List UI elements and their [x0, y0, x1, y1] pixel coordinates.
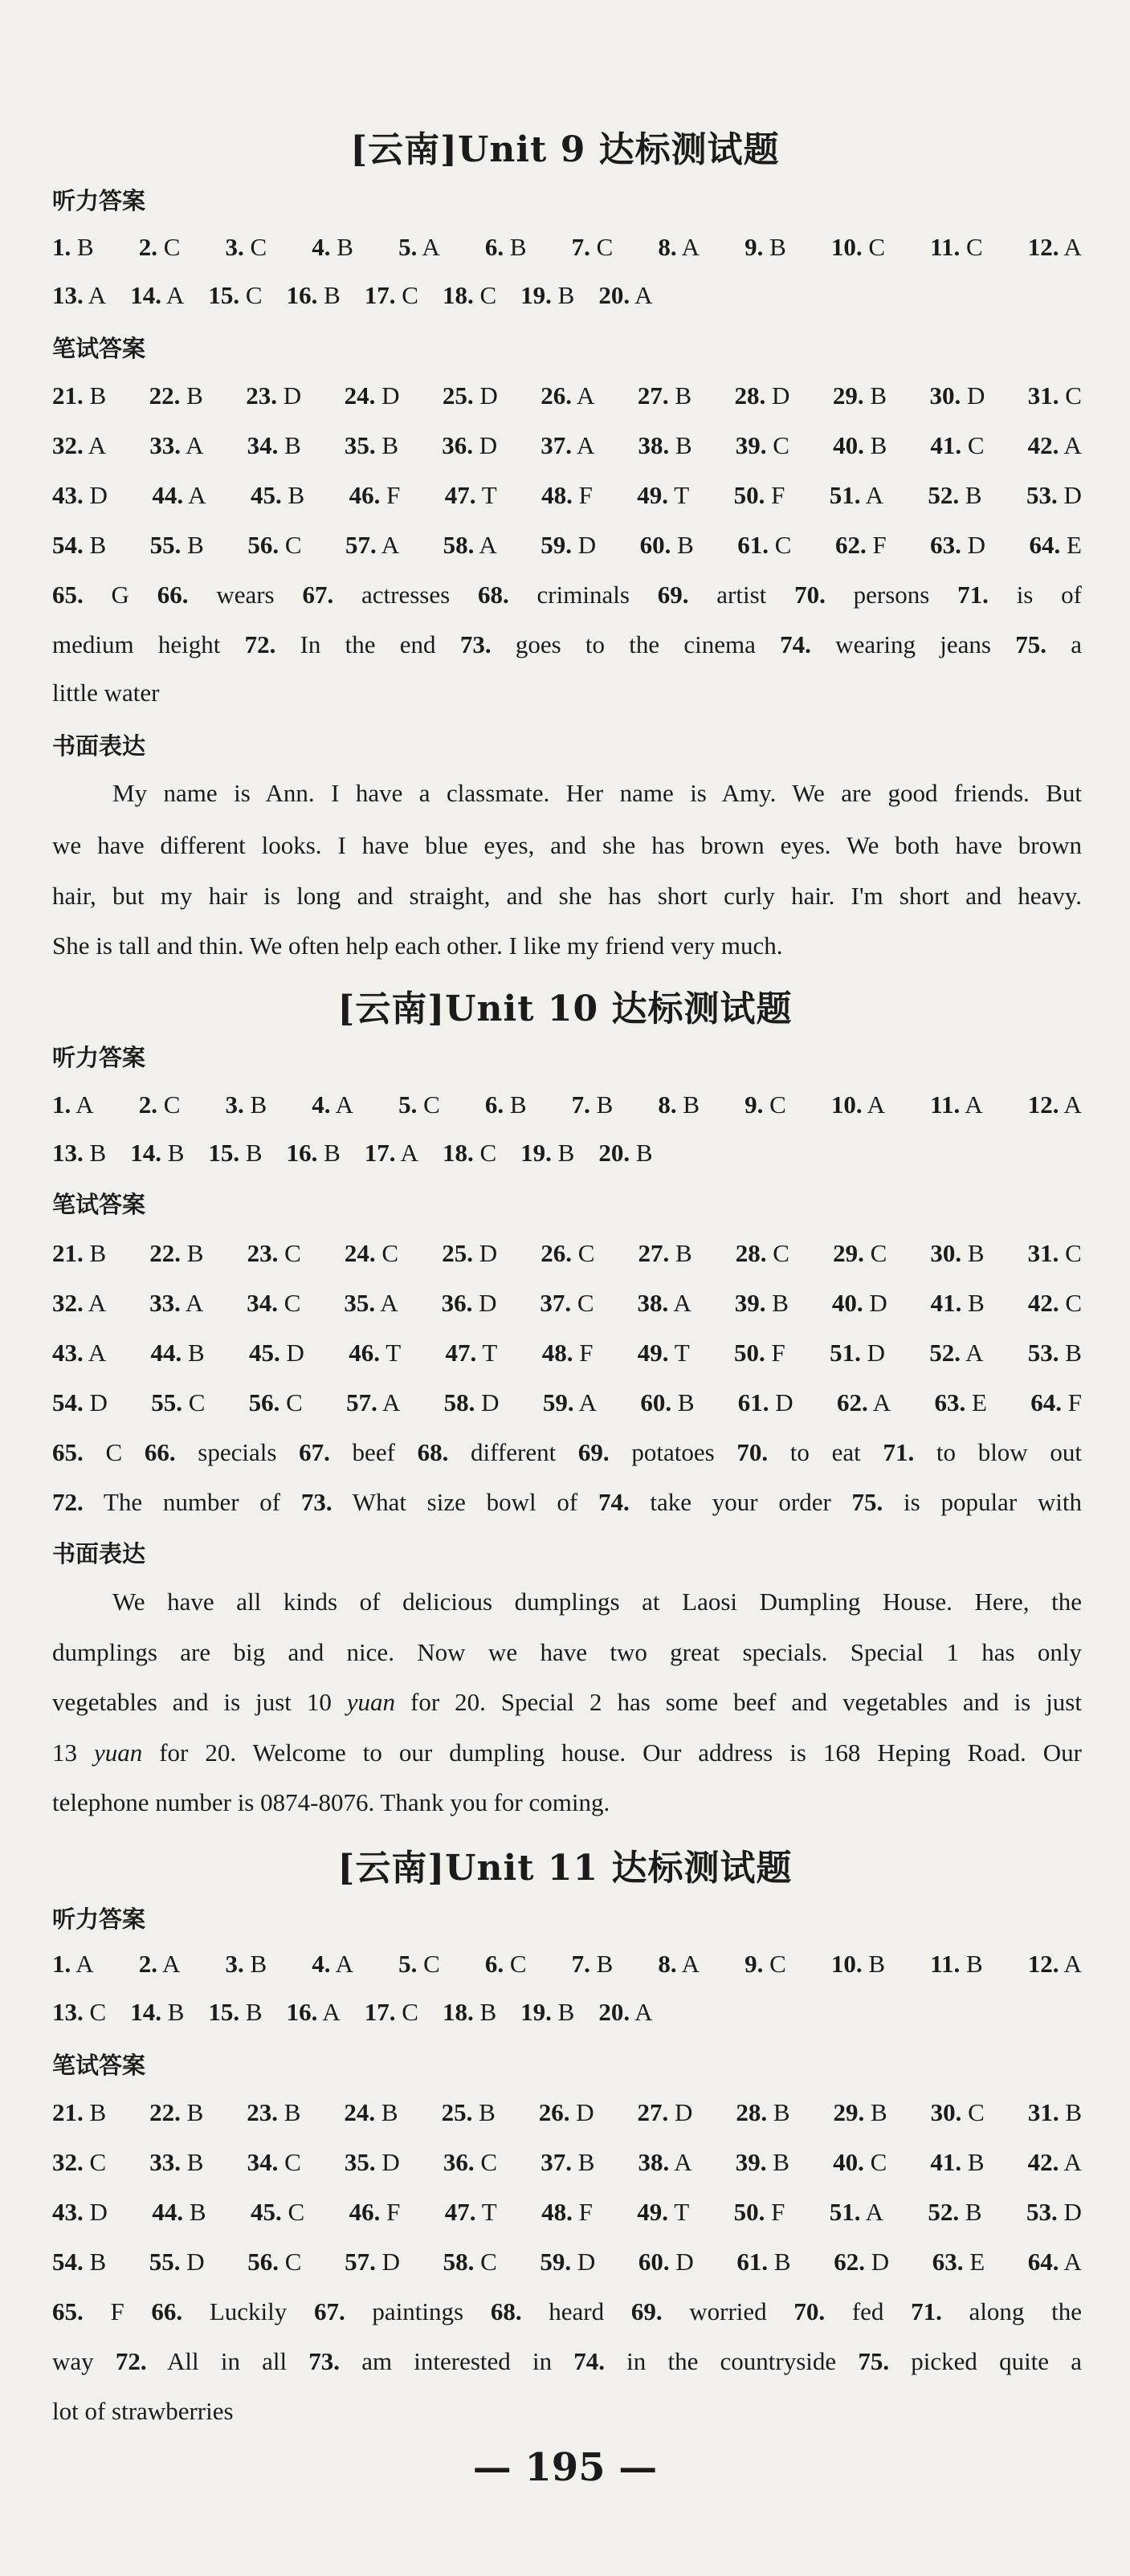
answer-item: 48. F [541, 2198, 593, 2226]
answer-item: 3. B [225, 1950, 267, 1978]
answer-item: 19. B [520, 1139, 575, 1167]
answer-item: 62. D [834, 2248, 890, 2276]
answer-item: 32. C [52, 2148, 107, 2176]
unit-10-writing-line-2: dumplings are big and nice. Now we have two great specials. Special 1 has only [52, 1638, 1082, 1666]
answer-item: 55. D [149, 2248, 205, 2276]
answer-item: 14. A [130, 281, 185, 309]
answer-item: 11. A [930, 1090, 983, 1119]
answer-item: 5. A [398, 233, 440, 261]
answer-item: 12. A [1027, 1090, 1082, 1119]
unit-9-written-row-2 [52, 431, 1082, 460]
answer-item: 18. B [442, 1998, 497, 2026]
unit-10-writing-line-3: vegetables and is just 10 yuan for 20. Special 2 has some beef and vegetables and is just [52, 1688, 1082, 1716]
answer-item: 53. D [1026, 2198, 1082, 2226]
answer-item: 4. A [312, 1090, 353, 1119]
answer-item: 19. B [520, 281, 575, 309]
answer-item: 53. B [1027, 1339, 1082, 1367]
answer-item: 17. C [364, 281, 418, 309]
unit-11-fill-line-1: 65. F 66. Luckily 67. paintings 68. heard 69. worried 70. fed 71. along the [52, 2297, 1083, 2325]
unit-10-writing-line-5: telephone number is 0874-8076. Thank you for coming. [52, 1788, 610, 1816]
answer-item: 63. E [934, 1388, 987, 1416]
answer-item: 33. A [149, 1289, 204, 1317]
answer-item: 48. F [541, 481, 593, 509]
answer-item: 16. B [286, 1139, 341, 1167]
unit-10-writing-line-4: 13 yuan for 20. Welcome to our dumpling house. Our address is 168 Heping Road. Our [52, 1738, 1082, 1767]
answer-item: 44. A [152, 481, 206, 509]
answer-item: 33. B [149, 2148, 204, 2176]
answer-item: 33. A [149, 431, 204, 459]
unit-11-written-row-4 [52, 2248, 1082, 2276]
unit-9-title: [云南]Unit 9 达标测试题 [350, 129, 780, 170]
answer-item: 50. F [733, 2198, 785, 2226]
answer-item: 12. A [1027, 1950, 1082, 1978]
answer-item: 51. A [829, 2198, 883, 2226]
answer-item: 61. C [737, 531, 792, 559]
answer-item: 64. A [1027, 2248, 1082, 2276]
answer-item: 35. D [344, 2148, 400, 2176]
answer-item: 44. B [152, 2198, 206, 2226]
answer-item: 53. D [1026, 481, 1082, 509]
unit-10-written-row-2 [52, 1289, 1082, 1318]
answer-item: 24. C [344, 1239, 399, 1267]
answer-item: 34. C [247, 2148, 301, 2176]
answer-item: 17. A [364, 1139, 418, 1167]
answer-item: 63. D [930, 531, 986, 559]
page-number: — 195 — [472, 2445, 658, 2490]
answer-item: 19. B [520, 1998, 575, 2026]
answer-item: 54. B [52, 531, 107, 559]
answer-item: 55. C [151, 1388, 206, 1416]
answer-item: 42. A [1027, 431, 1082, 459]
answer-item: 51. D [830, 1339, 885, 1367]
answer-item: 8. A [658, 1950, 700, 1978]
answer-item: 60. B [640, 1388, 695, 1416]
unit-10-written-row-4 [52, 1388, 1082, 1417]
answer-item: 48. F [541, 1339, 594, 1367]
answer-item: 23. B [247, 2098, 301, 2126]
unit-10-written-row-3 [52, 1339, 1082, 1367]
unit-9-fill-line-3: little water [52, 679, 160, 707]
answer-item: 20. A [598, 1998, 653, 2026]
unit-9-listening-row-1 [52, 233, 1082, 262]
unit-11-written-row-2 [52, 2148, 1082, 2177]
unit-11-listening-heading: 听力答案 [52, 1906, 146, 1933]
answer-item: 13. A [52, 281, 107, 309]
answer-item: 36. D [441, 1289, 497, 1317]
answer-item: 46. T [349, 1339, 402, 1367]
answer-item: 27. B [637, 381, 692, 410]
unit-10-fill-line-1: 65. C 66. specials 67. beef 68. different 69. potatoes 70. to eat 71. to blow out [52, 1438, 1082, 1466]
answer-item: 38. A [637, 1289, 691, 1317]
answer-item: 14. B [130, 1998, 185, 2026]
answer-item: 36. D [442, 431, 498, 459]
answer-item: 3. C [225, 233, 267, 261]
answer-item: 57. A [346, 1388, 401, 1416]
answer-item: 22. B [149, 2098, 204, 2126]
answer-item: 23. D [246, 381, 302, 410]
answer-item: 30. D [929, 381, 985, 410]
answer-item: 47. T [444, 2198, 497, 2226]
answer-item: 49. T [637, 481, 690, 509]
answer-item: 45. B [250, 481, 305, 509]
answer-item: 29. C [833, 1239, 887, 1267]
answer-item: 1. A [52, 1090, 94, 1119]
answer-item: 4. B [312, 233, 353, 261]
answer-item: 9. C [744, 1090, 786, 1119]
answer-item: 2. C [138, 1090, 181, 1119]
answer-item: 63. E [932, 2248, 985, 2276]
answer-item: 2. C [138, 233, 181, 261]
answer-item: 25. D [442, 381, 498, 410]
answer-item: 37. C [540, 1289, 594, 1317]
answer-item: 58. D [443, 1388, 500, 1416]
unit-11-title: [云南]Unit 11 达标测试题 [337, 1848, 793, 1889]
answer-item: 50. F [733, 1339, 785, 1367]
answer-item: 51. A [829, 481, 883, 509]
answer-item: 25. B [441, 2098, 496, 2126]
answer-item: 34. B [247, 431, 301, 459]
answer-item: 38. B [638, 431, 692, 459]
unit-9-fill-line-2: medium height 72. In the end 73. goes to the cinema 74. wearing jeans 75. a [52, 630, 1082, 658]
unit-9-writing-line-2: we have different looks. I have blue eyes, and she has brown eyes. We both have brown [52, 831, 1082, 859]
answer-item: 28. C [735, 1239, 789, 1267]
answer-item: 22. B [149, 381, 203, 410]
answer-item: 10. C [830, 233, 886, 261]
answer-item: 13. C [52, 1998, 107, 2026]
answer-item: 46. F [349, 481, 401, 509]
answer-item: 24. D [344, 381, 400, 410]
answer-item: 50. F [733, 481, 785, 509]
answer-item: 18. C [442, 1139, 497, 1167]
answer-item: 64. F [1030, 1388, 1082, 1416]
answer-item: 47. T [444, 481, 497, 509]
answer-item: 10. B [830, 1950, 886, 1978]
answer-item: 56. C [247, 2248, 302, 2276]
answer-item: 9. C [744, 1950, 786, 1978]
answer-item: 8. A [658, 233, 700, 261]
unit-10-written-heading: 笔试答案 [52, 1191, 146, 1218]
answer-item: 58. A [443, 531, 497, 559]
unit-9-written-row-1 [52, 381, 1082, 410]
answer-item: 30. B [930, 1239, 985, 1267]
answer-item: 45. D [249, 1339, 304, 1367]
answer-item: 21. B [52, 1239, 107, 1267]
answer-item: 27. B [638, 1239, 692, 1267]
unit-10-writing-line-1: We have all kinds of delicious dumplings at Laosi Dumpling House. Here, the [112, 1588, 1082, 1616]
answer-item: 57. A [345, 531, 400, 559]
answer-item: 31. C [1027, 381, 1082, 410]
unit-9-listening-heading: 听力答案 [52, 187, 146, 214]
answer-item: 39. B [734, 1289, 789, 1317]
answer-item: 29. B [832, 381, 887, 410]
answer-item: 31. C [1027, 1239, 1082, 1267]
answer-item: 23. C [247, 1239, 301, 1267]
answer-item: 54. B [52, 2248, 107, 2276]
answer-item: 21. B [52, 381, 107, 410]
answer-item: 17. C [364, 1998, 418, 2026]
answer-item: 10. A [830, 1090, 886, 1119]
answer-item: 61. B [736, 2248, 791, 2276]
answer-item: 40. C [833, 2148, 887, 2176]
unit-9-writing-line-3: hair, but my hair is long and straight, and she has short curly hair. I'm short and heavy. [52, 882, 1082, 910]
unit-10-listening-row-1 [52, 1090, 1082, 1119]
answer-item: 5. C [398, 1950, 440, 1978]
unit-9-listening-row-2 [52, 281, 1082, 310]
answer-item: 2. A [138, 1950, 181, 1978]
answer-item: 26. C [541, 1239, 595, 1267]
answer-item: 43. D [52, 2198, 108, 2226]
unit-11-listening-row-2 [52, 1998, 1082, 2027]
answer-item: 6. C [484, 1950, 527, 1978]
answer-item: 6. B [484, 1090, 527, 1119]
unit-9-fill-line-1: 65. G 66. wears 67. actresses 68. criminals 69. artist 70. persons 71. is of [52, 581, 1083, 609]
answer-item: 60. B [639, 531, 694, 559]
answer-item: 29. B [833, 2098, 887, 2126]
answer-item: 14. B [130, 1139, 185, 1167]
answer-item: 16. A [286, 1998, 341, 2026]
answer-item: 44. B [150, 1339, 205, 1367]
answer-item: 64. E [1029, 531, 1082, 559]
answer-item: 7. C [571, 233, 614, 261]
unit-9-written-heading: 笔试答案 [52, 335, 146, 362]
answer-item: 60. D [638, 2248, 694, 2276]
answer-item: 9. B [744, 233, 786, 261]
answer-item: 27. D [637, 2098, 693, 2126]
unit-9-writing-heading: 书面表达 [52, 732, 146, 760]
unit-11-listening-row-1 [52, 1950, 1082, 1979]
answer-item: 11. B [930, 1950, 983, 1978]
answer-item: 56. C [248, 1388, 303, 1416]
answer-item: 43. A [52, 1339, 107, 1367]
answer-item: 43. D [52, 481, 108, 509]
answer-item: 7. B [571, 1090, 614, 1119]
answer-item: 41. C [930, 431, 985, 459]
answer-item: 54. D [52, 1388, 108, 1416]
unit-9-written-row-4 [52, 531, 1082, 560]
answer-item: 13. B [52, 1139, 107, 1167]
answer-item: 56. C [247, 531, 302, 559]
answer-item: 59. A [542, 1388, 598, 1416]
answer-item: 57. D [345, 2248, 400, 2276]
answer-item: 15. C [208, 281, 263, 309]
answer-item: 20. A [598, 281, 653, 309]
answer-item: 41. B [930, 1289, 985, 1317]
answer-item: 5. C [398, 1090, 440, 1119]
answer-item: 36. C [443, 2148, 498, 2176]
answer-item: 8. B [658, 1090, 700, 1119]
answer-item: 7. B [571, 1950, 614, 1978]
answer-item: 35. B [344, 431, 399, 459]
answer-item: 34. C [247, 1289, 301, 1317]
answer-item: 32. A [52, 431, 107, 459]
answer-item: 1. B [52, 233, 94, 261]
answer-item: 46. F [349, 2198, 401, 2226]
answer-item: 45. C [250, 2198, 305, 2226]
answer-item: 55. B [149, 531, 204, 559]
answer-item: 28. D [734, 381, 790, 410]
answer-item: 6. B [484, 233, 527, 261]
answer-item: 52. B [928, 2198, 982, 2226]
answer-item: 31. B [1027, 2098, 1082, 2126]
answer-item: 42. C [1027, 1289, 1082, 1317]
unit-10-writing-heading: 书面表达 [52, 1540, 146, 1567]
unit-11-written-heading: 笔试答案 [52, 2052, 146, 2079]
answer-item: 62. F [834, 531, 887, 559]
answer-item: 3. B [225, 1090, 267, 1119]
answer-item: 62. A [836, 1388, 891, 1416]
answer-item: 15. B [208, 1998, 263, 2026]
answer-item: 26. D [538, 2098, 594, 2126]
answer-item: 12. A [1027, 233, 1082, 261]
answer-item: 15. B [208, 1139, 263, 1167]
answer-item: 24. B [344, 2098, 398, 2126]
answer-item: 25. D [442, 1239, 498, 1267]
answer-item: 37. A [541, 431, 595, 459]
answer-item: 52. A [929, 1339, 984, 1367]
answer-item: 61. D [737, 1388, 793, 1416]
unit-11-fill-line-3: lot of strawberries [52, 2397, 234, 2425]
unit-10-written-row-1 [52, 1239, 1082, 1268]
answer-item: 22. B [149, 1239, 204, 1267]
answer-item: 49. T [637, 2198, 690, 2226]
answer-item: 35. A [344, 1289, 398, 1317]
answer-item: 20. B [598, 1139, 653, 1167]
unit-10-fill-line-2: 72. The number of 73. What size bowl of 74. take your order 75. is popular with [52, 1488, 1082, 1516]
answer-item: 21. B [52, 2098, 107, 2126]
answer-item: 42. A [1027, 2148, 1082, 2176]
answer-item: 37. B [541, 2148, 595, 2176]
answer-item: 47. T [445, 1339, 498, 1367]
answer-item: 18. C [442, 281, 497, 309]
answer-item: 39. B [735, 2148, 789, 2176]
answer-item: 26. A [541, 381, 595, 410]
unit-9-writing-line-1: My name is Ann. I have a classmate. Her name is Amy. We are good friends. But [112, 779, 1082, 807]
answer-item: 30. C [930, 2098, 985, 2126]
unit-10-listening-row-2 [52, 1139, 1082, 1168]
answer-item: 40. D [831, 1289, 887, 1317]
answer-item: 41. B [930, 2148, 985, 2176]
answer-item: 16. B [286, 281, 341, 309]
answer-item: 11. C [930, 233, 983, 261]
answer-item: 4. A [312, 1950, 353, 1978]
answer-item: 52. B [928, 481, 982, 509]
answer-item: 59. D [541, 531, 597, 559]
answer-item: 28. B [736, 2098, 790, 2126]
answer-item: 40. B [833, 431, 887, 459]
answer-item: 39. C [735, 431, 789, 459]
unit-10-listening-heading: 听力答案 [52, 1044, 146, 1071]
unit-9-writing-line-4: She is tall and thin. We often help each other. I like my friend very much. [52, 931, 783, 960]
answer-item: 58. C [443, 2248, 497, 2276]
unit-9-written-row-3 [52, 481, 1082, 510]
answer-item: 38. A [638, 2148, 692, 2176]
unit-11-fill-line-2: way 72. All in all 73. am interested in 74. in the countryside 75. picked quite a [52, 2347, 1082, 2375]
unit-10-title: [云南]Unit 10 达标测试题 [337, 988, 793, 1029]
answer-item: 59. D [540, 2248, 596, 2276]
answer-item: 1. A [52, 1950, 94, 1978]
answer-item: 49. T [637, 1339, 690, 1367]
unit-11-written-row-1 [52, 2098, 1082, 2127]
answer-item: 32. A [52, 1289, 107, 1317]
unit-11-written-row-3 [52, 2198, 1082, 2227]
